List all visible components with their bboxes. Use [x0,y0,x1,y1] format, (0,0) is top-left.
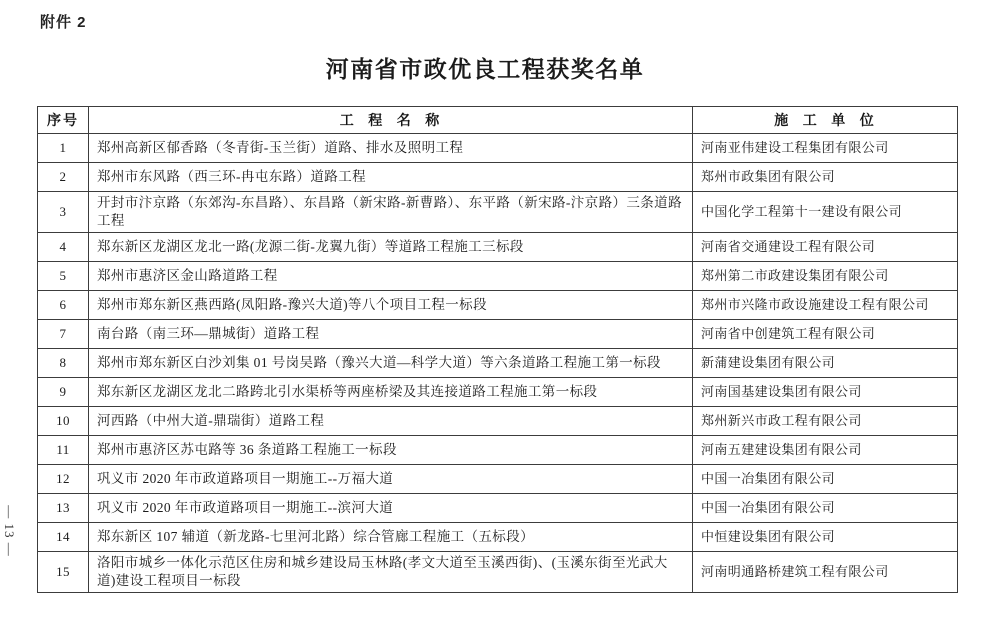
row-construction-company: 郑州市政集团有限公司 [693,163,958,192]
table-row [38,378,958,407]
table-row [38,233,958,262]
row-project-name: 郑州高新区郁香路（冬青街-玉兰街）道路、排水及照明工程 [89,134,693,163]
row-project-name: 南台路（南三环—鼎城街）道路工程 [89,320,693,349]
row-construction-company: 郑州第二市政建设集团有限公司 [693,262,958,291]
table-row [38,320,958,349]
row-construction-company: 河南省中创建筑工程有限公司 [693,320,958,349]
row-project-name: 郑州市郑东新区白沙刘集 01 号岗吴路（豫兴大道—科学大道）等六条道路工程施工第一标段 [89,349,693,378]
header-construction-company: 施 工 单 位 [693,107,958,134]
header-project-name: 工 程 名 称 [89,107,693,134]
row-serial-number: 9 [38,378,89,407]
table-row [38,349,958,378]
page-title: 河南省市政优良工程获奖名单 [325,56,645,82]
row-serial-number: 4 [38,233,89,262]
row-serial-number: 5 [38,262,89,291]
row-serial-number: 12 [38,465,89,494]
row-serial-number: 14 [38,523,89,552]
row-serial-number: 11 [38,436,89,465]
row-project-name: 郑州市东风路（西三环-冉屯东路）道路工程 [89,163,693,192]
row-serial-number: 13 [38,494,89,523]
row-construction-company: 河南国基建设集团有限公司 [693,378,958,407]
row-construction-company: 河南省交通建设工程有限公司 [693,233,958,262]
row-project-name: 巩义市 2020 年市政道路项目一期施工--万福大道 [89,465,693,494]
table-row [38,192,958,233]
table-row [38,523,958,552]
row-construction-company: 中国一冶集团有限公司 [693,465,958,494]
row-construction-company: 河南五建建设集团有限公司 [693,436,958,465]
table-row [38,465,958,494]
row-serial-number: 1 [38,134,89,163]
table-header-row [38,107,958,134]
table-row [38,134,958,163]
table-row [38,552,958,593]
table-row [38,262,958,291]
row-serial-number: 8 [38,349,89,378]
row-project-name: 河西路（中州大道-鼎瑞街）道路工程 [89,407,693,436]
row-project-name: 开封市汴京路（东郊沟-东昌路）、东昌路（新宋路-新曹路）、东平路（新宋路-汴京路）三条道路工程 [89,192,693,233]
table-row [38,407,958,436]
row-serial-number: 3 [38,192,89,233]
row-serial-number: 15 [38,552,89,593]
row-project-name: 巩义市 2020 年市政道路项目一期施工--滨河大道 [89,494,693,523]
row-construction-company: 河南亚伟建设工程集团有限公司 [693,134,958,163]
row-construction-company: 中国化学工程第十一建设有限公司 [693,192,958,233]
row-project-name: 郑州市惠济区金山路道路工程 [89,262,693,291]
row-project-name: 郑州市郑东新区燕西路(凤阳路-豫兴大道)等八个项目工程一标段 [89,291,693,320]
table-row [38,436,958,465]
row-construction-company: 中国一冶集团有限公司 [693,494,958,523]
awards-table-body [38,134,958,593]
row-project-name: 郑东新区龙湖区龙北二路跨北引水渠桥等两座桥梁及其连接道路工程施工第一标段 [89,378,693,407]
row-construction-company: 中恒建设集团有限公司 [693,523,958,552]
row-project-name: 郑州市惠济区苏屯路等 36 条道路工程施工一标段 [89,436,693,465]
row-construction-company: 郑州新兴市政工程有限公司 [693,407,958,436]
awards-table [37,106,958,593]
row-serial-number: 2 [38,163,89,192]
row-project-name: 郑东新区 107 辅道（新龙路-七里河北路）综合管廊工程施工（五标段） [89,523,693,552]
table-row [38,494,958,523]
table-row [38,291,958,320]
row-serial-number: 6 [38,291,89,320]
row-project-name: 洛阳市城乡一体化示范区住房和城乡建设局玉林路(孝文大道至玉溪西街)、(玉溪东街至光武大道)建设工程项目一标段 [89,552,693,593]
table-row [38,163,958,192]
row-serial-number: 7 [38,320,89,349]
row-construction-company: 河南明通路桥建筑工程有限公司 [693,552,958,593]
attachment-label: 附件 2 [40,14,87,31]
row-construction-company: 郑州市兴隆市政设施建设工程有限公司 [693,291,958,320]
header-serial-number: 序号 [38,107,89,134]
row-project-name: 郑东新区龙湖区龙北一路(龙源二街-龙翼九街）等道路工程施工三标段 [89,233,693,262]
page-number: — 13 — [2,505,17,557]
row-serial-number: 10 [38,407,89,436]
row-construction-company: 新蒲建设集团有限公司 [693,349,958,378]
